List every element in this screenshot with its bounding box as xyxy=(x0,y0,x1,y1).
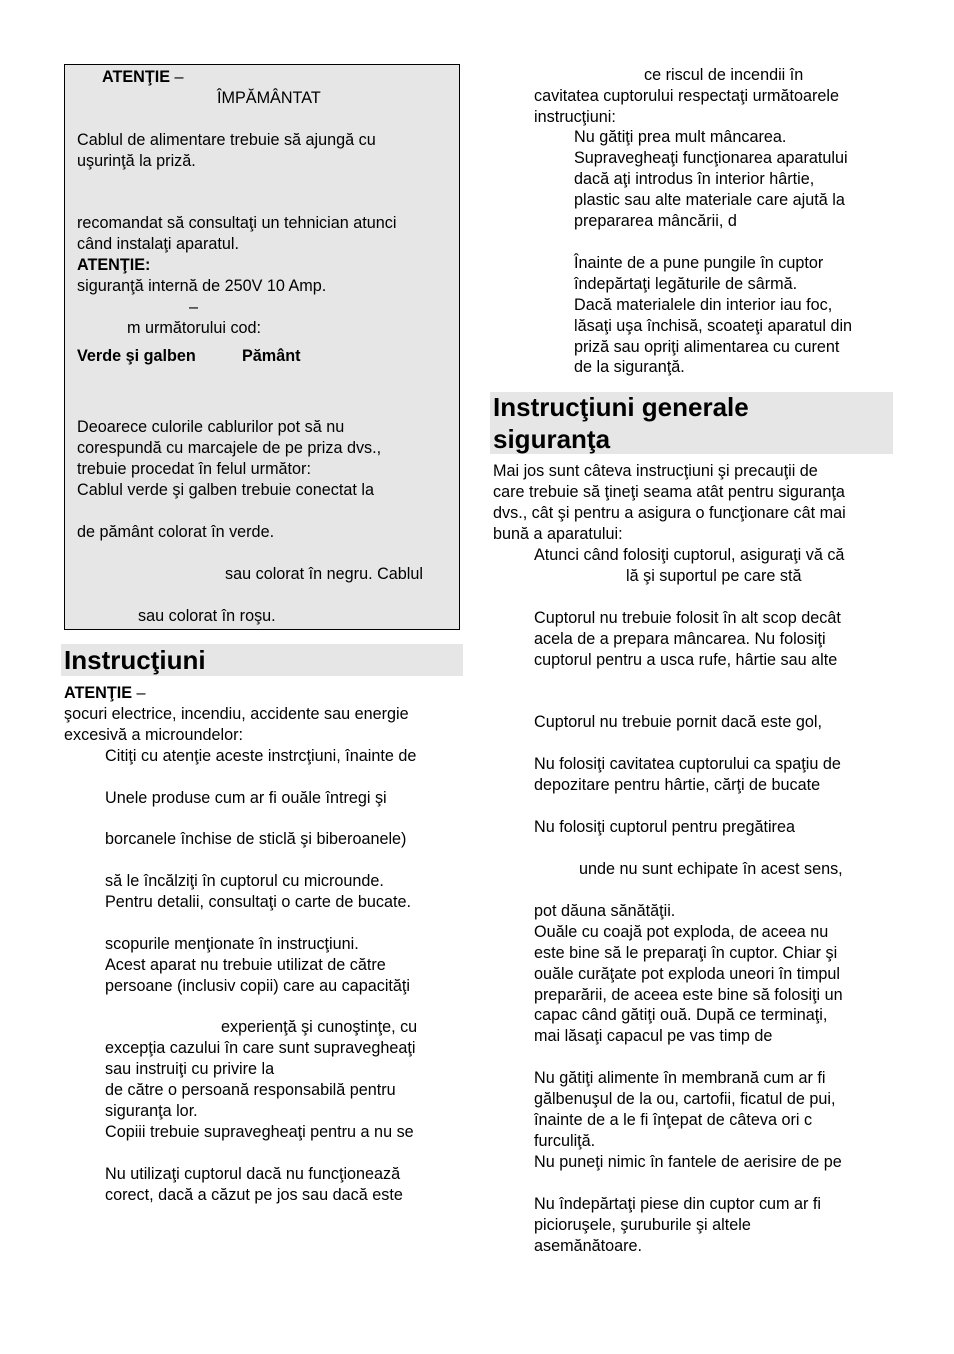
box-text: m următorului cod: xyxy=(127,319,262,337)
right-list-item: cuptorul pentru a usca rufe, hârtie sau alte xyxy=(534,651,838,669)
right-list-item: lăsaţi uşa închisă, scoateţi aparatul din xyxy=(574,317,853,335)
box-grounding-title: ÎMPĂMÂNTAT xyxy=(217,89,321,107)
right-list-item: asemănătoare. xyxy=(534,1237,642,1255)
list-item: siguranţa lor. xyxy=(105,1102,198,1120)
right-list-item: Nu îndepărtaţi piese din cuptor cum ar fi xyxy=(534,1195,822,1213)
list-item: Citiţi cu atenţie aceste instrcţiuni, înainte de xyxy=(105,747,417,765)
list-item: excepţia cazului în care sunt supravegheaţi xyxy=(105,1039,416,1057)
right-list-item: furculiţă. xyxy=(534,1132,596,1150)
box-warning-line: ATENŢIE – xyxy=(102,68,184,86)
right-list-item: capac când gătiţi ouă. După ce terminaţi, xyxy=(534,1006,828,1024)
right-list-item: Dacă materialele din interior iau foc, xyxy=(574,296,833,314)
box-text: recomandat să consultaţi un tehnician atunci xyxy=(77,214,397,232)
section-heading-instructions: Instrucţiuni xyxy=(64,645,206,675)
right-list-item: plastic sau alte materiale care ajută la xyxy=(574,191,845,209)
right-list-item: preparării, de aceea este bine să folosiţi un xyxy=(534,986,843,1004)
box-text: Cablul de alimentare trebuie să ajungă cu xyxy=(77,131,376,149)
list-item: Copiii trebuie supravegheaţi pentru a nu se xyxy=(105,1123,414,1141)
right-list-item: prepararea mâncării, d xyxy=(574,212,737,230)
right-text: cavitatea cuptorului respectaţi următoarele xyxy=(534,87,840,105)
right-list-item: Ouăle cu coajă pot exploda, de aceea nu xyxy=(534,923,829,941)
right-list-item: unde nu sunt echipate în acest sens, xyxy=(579,860,843,878)
right-list-item: Nu gătiţi prea mult mâncarea. xyxy=(574,128,787,146)
right-list-item: lă şi suportul pe care stă xyxy=(626,567,802,585)
list-item: persoane (inclusiv copii) care au capacităţi xyxy=(105,977,411,995)
list-item: Acest aparat nu trebuie utilizat de către xyxy=(105,956,386,974)
warning-label: ATENŢIE xyxy=(64,684,133,702)
box-text: uşurinţă la priză. xyxy=(77,152,196,170)
right-list-item: priză sau opriţi alimentarea cu curent xyxy=(574,338,840,356)
right-list-item: acela de a prepara mâncarea. Nu folosiţi xyxy=(534,630,826,648)
box-text: corespundă cu marcajele de pe priza dvs., xyxy=(77,439,382,457)
box-warning-label: ATENŢIE xyxy=(102,68,171,86)
right-intro: care trebuie să ţineţi seama atât pentru siguranţa xyxy=(493,483,845,501)
right-intro: bună a aparatului: xyxy=(493,525,623,543)
right-list-item: de la siguranţă. xyxy=(574,358,685,376)
right-list-item: pot dăuna sănătăţii. xyxy=(534,902,676,920)
list-item: Unele produse cum ar fi ouăle întregi şi xyxy=(105,789,387,807)
box-text: sau colorat în roşu. xyxy=(138,607,276,625)
list-item: Nu utilizaţi cuptorul dacă nu funcţionează xyxy=(105,1165,401,1183)
right-intro: Mai jos sunt câteva instrucţiuni şi precauţii de xyxy=(493,462,818,480)
right-intro: dvs., cât şi pentru a asigura o funcţionare cât mai xyxy=(493,504,846,522)
right-list-item: dacă aţi introdus în interior hârtie, xyxy=(574,170,815,188)
box-text: siguranţă internă de 250V 10 Amp. xyxy=(77,277,327,295)
section-heading-general-safety: siguranţa xyxy=(493,424,611,454)
warning-line: ATENŢIE – xyxy=(64,684,146,702)
right-list-item: gălbenuşul de la ou, cartofii, ficatul de pui, xyxy=(534,1090,836,1108)
right-list-item: Nu puneţi nimic în fantele de aerisire de pe xyxy=(534,1153,842,1171)
box-text: Deoarece culorile cablurilor pot să nu xyxy=(77,418,345,436)
box-text: când instalaţi aparatul. xyxy=(77,235,239,253)
right-list-item: depozitare pentru hârtie, cărţi de bucate xyxy=(534,776,821,794)
right-text: instrucţiuni: xyxy=(534,108,616,126)
box-warning-label-2: ATENŢIE: xyxy=(77,256,151,274)
list-item: borcanele închise de sticlă şi biberoanele) xyxy=(105,830,407,848)
wire-color-label: Verde şi galben xyxy=(77,347,196,365)
box-text: de pământ colorat în verde. xyxy=(77,523,275,541)
right-list-item: Atunci când folosiţi cuptorul, asiguraţi vă că xyxy=(534,546,845,564)
right-list-item: înainte de a le fi înţepat de câteva ori c xyxy=(534,1111,813,1129)
box-text: – xyxy=(189,298,199,316)
right-list-item: mai lăsaţi capacul pe vas timp de xyxy=(534,1027,773,1045)
right-list-item: este bine să le preparaţi în cuptor. Chiar şi xyxy=(534,944,838,962)
list-item: să le încălziţi în cuptorul cu microunde. xyxy=(105,872,384,890)
list-item: Pentru detalii, consultaţi o carte de bucate. xyxy=(105,893,411,911)
list-item: de către o persoană responsabilă pentru xyxy=(105,1081,396,1099)
list-item: scopurile menţionate în instrucţiuni. xyxy=(105,935,359,953)
right-list-item: îndepărtaţi legăturile de sârmă. xyxy=(574,275,798,293)
right-list-item: picioruşele, şuruburile şi altele xyxy=(534,1216,751,1234)
right-list-item: Cuptorul nu trebuie pornit dacă este gol, xyxy=(534,713,822,731)
list-item: experienţă şi cunoştinţe, cu xyxy=(221,1018,418,1036)
intro-text: excesivă a microundelor: xyxy=(64,726,244,744)
right-list-item: Înainte de a pune pungile în cuptor xyxy=(574,254,824,272)
wire-name-label: Pământ xyxy=(242,347,301,365)
box-text: Cablul verde şi galben trebuie conectat la xyxy=(77,481,374,499)
list-item: sau instruiţi cu privire la xyxy=(105,1060,275,1078)
right-list-item: Nu folosiţi cavitatea cuptorului ca spaţiu de xyxy=(534,755,841,773)
box-text: trebuie procedat în felul următor: xyxy=(77,460,311,478)
right-text: ce riscul de incendii în xyxy=(644,66,804,84)
right-list-item: ouăle curăţate pot exploda uneori în timpul xyxy=(534,965,840,983)
right-list-item: Cuptorul nu trebuie folosit în alt scop decât xyxy=(534,609,841,627)
section-heading-general-safety: Instrucţiuni generale xyxy=(493,392,749,422)
right-list-item: Supravegheaţi funcţionarea aparatului xyxy=(574,149,848,167)
intro-text: şocuri electrice, incendiu, accidente sau energie xyxy=(64,705,409,723)
box-text: sau colorat în negru. Cablul xyxy=(225,565,423,583)
right-list-item: Nu gătiţi alimente în membrană cum ar fi xyxy=(534,1069,826,1087)
right-list-item: Nu folosiţi cuptorul pentru pregătirea xyxy=(534,818,795,836)
list-item: corect, dacă a căzut pe jos sau dacă este xyxy=(105,1186,403,1204)
